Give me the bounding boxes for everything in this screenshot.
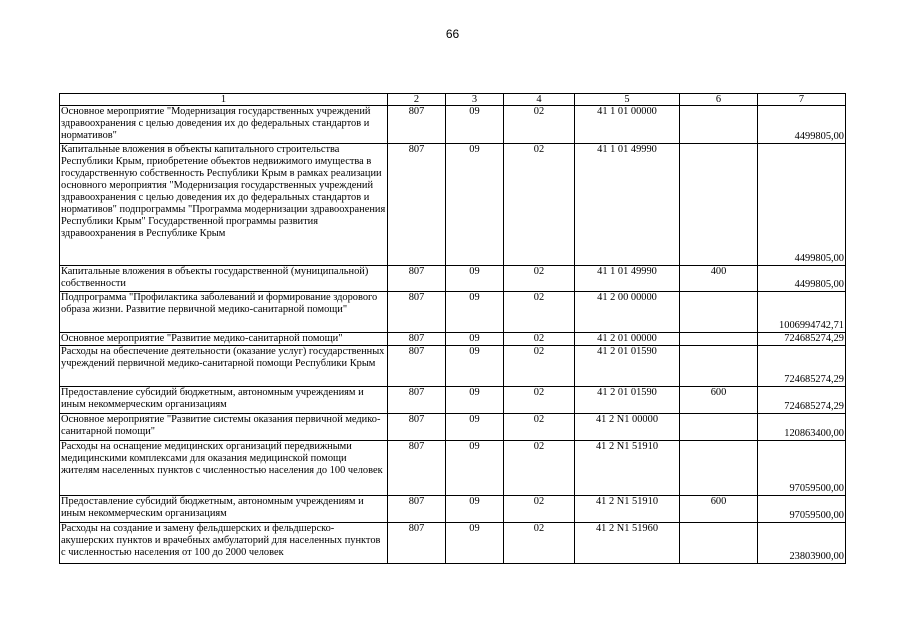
table-row	[60, 523, 846, 564]
row-amount: 1006994742,71	[758, 292, 846, 333]
table-row	[60, 346, 846, 387]
row-expense-type	[680, 441, 758, 496]
row-expense-type	[680, 346, 758, 387]
row-subsection-code: 02	[504, 441, 575, 496]
row-target-code: 41 2 N1 51910	[575, 441, 680, 496]
row-amount: 724685274,29	[758, 333, 846, 346]
row-section-code: 09	[446, 346, 504, 387]
column-header: 2	[388, 94, 446, 106]
row-subsection-code: 02	[504, 144, 575, 266]
row-name: Предоставление субсидий бюджетным, автономным учреждениям и иным некоммерческим организациям	[60, 496, 388, 523]
row-subsection-code: 02	[504, 387, 575, 414]
row-ministry-code: 807	[388, 414, 446, 441]
row-expense-type: 600	[680, 496, 758, 523]
row-ministry-code: 807	[388, 441, 446, 496]
table-row	[60, 266, 846, 292]
row-subsection-code: 02	[504, 292, 575, 333]
table-row	[60, 414, 846, 441]
row-expense-type	[680, 523, 758, 564]
row-expense-type	[680, 144, 758, 266]
row-subsection-code: 02	[504, 346, 575, 387]
row-subsection-code: 02	[504, 496, 575, 523]
column-header: 6	[680, 94, 758, 106]
table-row	[60, 496, 846, 523]
row-name: Предоставление субсидий бюджетным, автономным учреждениям и иным некоммерческим организациям	[60, 387, 388, 414]
row-expense-type: 400	[680, 266, 758, 292]
row-expense-type	[680, 106, 758, 144]
row-expense-type	[680, 414, 758, 441]
row-name: Расходы на оснащение медицинских организаций передвижными медицинскими комплексами для оказания медицинской помощи жителям населенных пунктов с численностью населения до 100 человек	[60, 441, 388, 496]
table-row	[60, 106, 846, 144]
row-name: Основное мероприятие "Модернизация государственных учреждений здравоохранения с целью доведения их до федеральных стандартов и нормативов"	[60, 106, 388, 144]
row-target-code: 41 2 N1 51910	[575, 496, 680, 523]
row-section-code: 09	[446, 144, 504, 266]
row-target-code: 41 1 01 49990	[575, 144, 680, 266]
column-header: 1	[60, 94, 388, 106]
column-header: 5	[575, 94, 680, 106]
table-row	[60, 441, 846, 496]
row-subsection-code: 02	[504, 523, 575, 564]
row-amount: 4499805,00	[758, 144, 846, 266]
row-amount: 120863400,00	[758, 414, 846, 441]
table-row	[60, 387, 846, 414]
row-expense-type	[680, 292, 758, 333]
table-header-row	[60, 94, 846, 106]
row-amount: 724685274,29	[758, 346, 846, 387]
row-section-code: 09	[446, 523, 504, 564]
row-ministry-code: 807	[388, 333, 446, 346]
row-amount: 724685274,29	[758, 387, 846, 414]
row-ministry-code: 807	[388, 106, 446, 144]
row-name: Расходы на обеспечение деятельности (оказание услуг) государственных учреждений первичной медико-санитарной помощи Республики Крым	[60, 346, 388, 387]
row-target-code: 41 1 01 00000	[575, 106, 680, 144]
row-ministry-code: 807	[388, 266, 446, 292]
row-ministry-code: 807	[388, 346, 446, 387]
row-target-code: 41 2 01 01590	[575, 387, 680, 414]
row-target-code: 41 1 01 49990	[575, 266, 680, 292]
table-row	[60, 333, 846, 346]
page-number: 66	[445, 27, 460, 41]
row-amount: 4499805,00	[758, 106, 846, 144]
row-name: Основное мероприятие "Развитие медико-санитарной помощи"	[60, 333, 388, 346]
row-ministry-code: 807	[388, 496, 446, 523]
row-subsection-code: 02	[504, 106, 575, 144]
row-ministry-code: 807	[388, 144, 446, 266]
row-amount: 23803900,00	[758, 523, 846, 564]
row-ministry-code: 807	[388, 523, 446, 564]
row-section-code: 09	[446, 106, 504, 144]
row-target-code: 41 2 N1 00000	[575, 414, 680, 441]
row-amount: 97059500,00	[758, 441, 846, 496]
table-row	[60, 292, 846, 333]
row-subsection-code: 02	[504, 266, 575, 292]
row-name: Капитальные вложения в объекты капитального строительства Республики Крым, приобретение объектов недвижимого имущества в государственную собственность Республики Крым в рамках реализации основного мероприятия "Модернизация государственных учреждений здравоохранения с целью доведения их до федеральных стандартов и нормативов" подпрограммы "Программа модернизации здравоохранения Республики Крым" Государственной программы развития здравоохранения в Республике Крым	[60, 144, 388, 266]
row-target-code: 41 2 01 01590	[575, 346, 680, 387]
row-section-code: 09	[446, 333, 504, 346]
row-section-code: 09	[446, 387, 504, 414]
row-amount: 97059500,00	[758, 496, 846, 523]
column-header: 3	[446, 94, 504, 106]
row-ministry-code: 807	[388, 292, 446, 333]
row-target-code: 41 2 N1 51960	[575, 523, 680, 564]
row-name: Расходы на создание и замену фельдшерских и фельдшерско-акушерских пунктов и врачебных амбулаторий для населенных пунктов с численностью населения от 100 до 2000 человек	[60, 523, 388, 564]
column-header: 7	[758, 94, 846, 106]
row-expense-type: 600	[680, 387, 758, 414]
row-section-code: 09	[446, 266, 504, 292]
row-expense-type	[680, 333, 758, 346]
row-name: Капитальные вложения в объекты государственной (муниципальной) собственности	[60, 266, 388, 292]
row-section-code: 09	[446, 496, 504, 523]
row-section-code: 09	[446, 292, 504, 333]
row-target-code: 41 2 00 00000	[575, 292, 680, 333]
row-amount: 4499805,00	[758, 266, 846, 292]
budget-table	[59, 93, 846, 564]
row-name: Основное мероприятие "Развитие системы оказания первичной медико-санитарной помощи"	[60, 414, 388, 441]
row-target-code: 41 2 01 00000	[575, 333, 680, 346]
table-row	[60, 144, 846, 266]
row-ministry-code: 807	[388, 387, 446, 414]
row-subsection-code: 02	[504, 414, 575, 441]
row-section-code: 09	[446, 441, 504, 496]
row-section-code: 09	[446, 414, 504, 441]
row-name: Подпрограмма "Профилактика заболеваний и формирование здорового образа жизни. Развитие первичной медико-санитарной помощи"	[60, 292, 388, 333]
column-header: 4	[504, 94, 575, 106]
row-subsection-code: 02	[504, 333, 575, 346]
